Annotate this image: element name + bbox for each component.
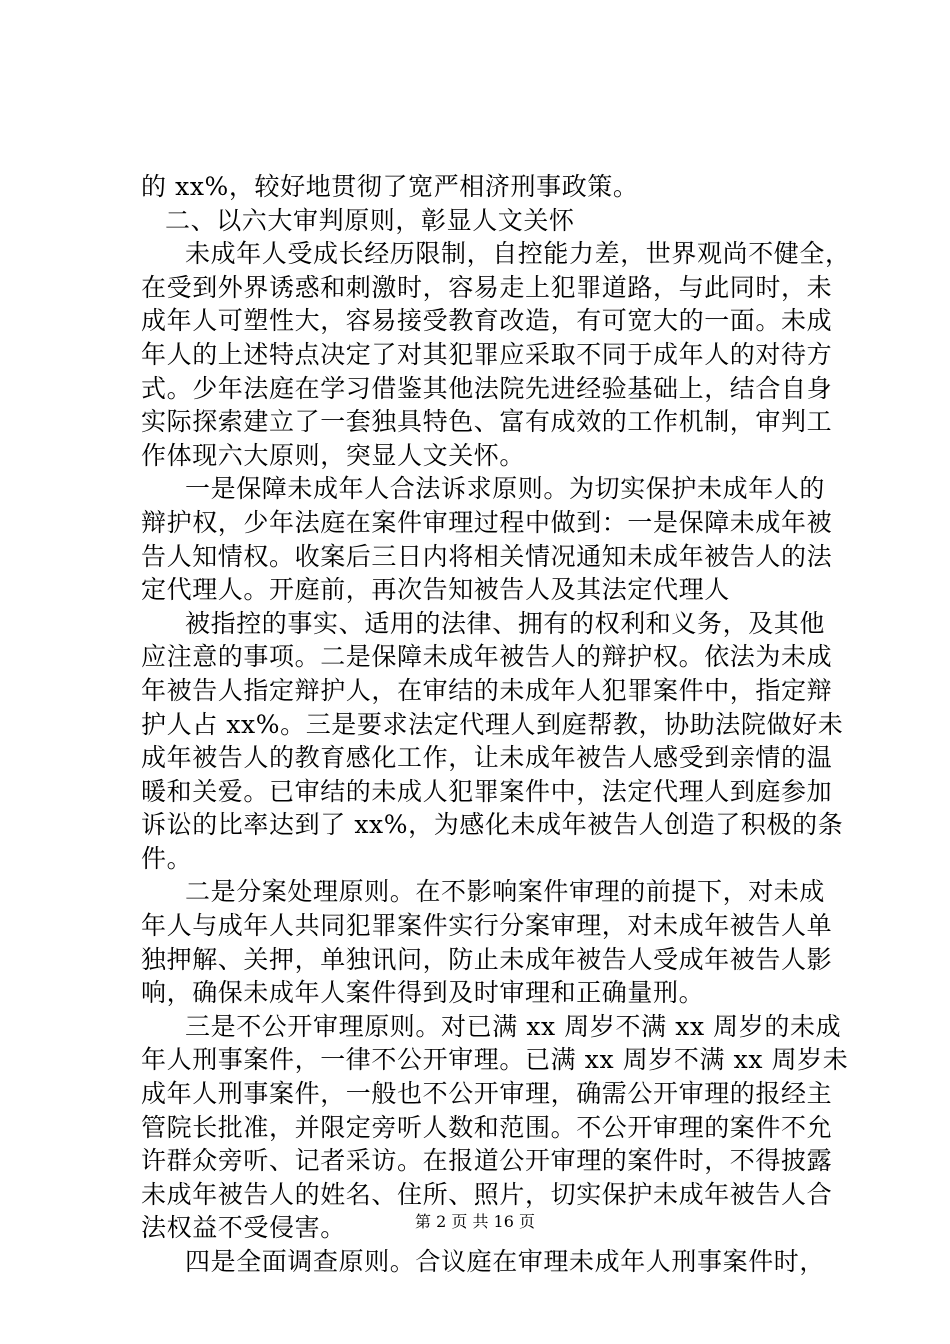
text-line: 定代理人。开庭前，再次告知被告人及其法定代理人 (141, 575, 730, 605)
text-line: 被指控的事实、适用的法律、拥有的权利和义务，及其他 (185, 608, 826, 638)
text-line: 法权益不受侵害。 (141, 1213, 346, 1243)
text-line: 许群众旁听、记者采访。在报道公开审理的案件时，不得披露 (141, 1146, 833, 1176)
text-line: 年人的上述特点决定了对其犯罪应采取不同于成年人的对待方 (141, 339, 833, 369)
text-line: 一是保障未成年人合法诉求原则。为切实保护未成年人的 (185, 474, 826, 504)
text-line: 成年人刑事案件，一般也不公开审理，确需公开审理的报经主 (141, 1079, 833, 1109)
text-line: 二、以六大审判原则，彰显人文关怀 (165, 205, 575, 235)
page-footer (0, 1212, 950, 1232)
text-line: 独押解、关押，单独讯问，防止未成年被告人受成年被告人影 (141, 944, 833, 974)
text-line: 三是不公开审理原则。对已满 xx 周岁不满 xx 周岁的未成 (185, 1011, 842, 1041)
text-line: 诉讼的比率达到了 xx%，为感化未成年被告人创造了积极的条 (141, 810, 844, 840)
text-line: 护人占 xx%。三是要求法定代理人到庭帮教，协助法院做好未 (141, 709, 844, 739)
text-line: 式。少年法庭在学习借鉴其他法院先进经验基础上，结合自身 (141, 373, 833, 403)
text-line: 件。 (141, 843, 193, 873)
text-line: 作体现六大原则，突显人文关怀。 (141, 440, 526, 470)
text-line: 年人刑事案件，一律不公开审理。已满 xx 周岁不满 xx 周岁未 (141, 1045, 849, 1075)
text-line: 未成年被告人的姓名、住所、照片，切实保护未成年被告人合 (141, 1179, 833, 1209)
text-line: 辩护权，少年法庭在案件审理过程中做到：一是保障未成年被 (141, 507, 833, 537)
text-line: 年被告人指定辩护人，在审结的未成年人犯罪案件中，指定辩 (141, 675, 833, 705)
text-line: 告人知情权。收案后三日内将相关情况通知未成年被告人的法 (141, 541, 833, 571)
page-number-label: 第 2 页 共 16 页 (415, 1212, 535, 1231)
text-line: 管院长批准，并限定旁听人数和范围。不公开审理的案件不允 (141, 1112, 833, 1142)
text-line: 实际探索建立了一套独具特色、富有成效的工作机制，审判工 (141, 407, 833, 437)
text-line: 应注意的事项。二是保障未成年被告人的辩护权。依法为未成 (141, 642, 833, 672)
document-body (141, 170, 851, 1279)
text-line: 响，确保未成年人案件得到及时审理和正确量刑。 (141, 978, 705, 1008)
text-line: 在受到外界诱惑和刺激时，容易走上犯罪道路，与此同时，未 (141, 272, 833, 302)
text-line: 的 xx%，较好地贯彻了宽严相济刑事政策。 (141, 172, 639, 201)
text-line: 未成年人受成长经历限制，自控能力差，世界观尚不健全， (185, 239, 851, 269)
text-line: 四是全面调查原则。合议庭在审理未成年人刑事案件时， (185, 1247, 826, 1276)
text-line: 成年人可塑性大，容易接受教育改造，有可宽大的一面。未成 (141, 306, 833, 336)
text-line: 二是分案处理原则。在不影响案件审理的前提下，对未成 (185, 877, 826, 907)
text-line: 成年被告人的教育感化工作，让未成年被告人感受到亲情的温 (141, 743, 833, 773)
text-line: 年人与成年人共同犯罪案件实行分案审理，对未成年被告人单 (141, 911, 833, 941)
text-line: 暖和关爱。已审结的未成人犯罪案件中，法定代理人到庭参加 (141, 776, 833, 806)
